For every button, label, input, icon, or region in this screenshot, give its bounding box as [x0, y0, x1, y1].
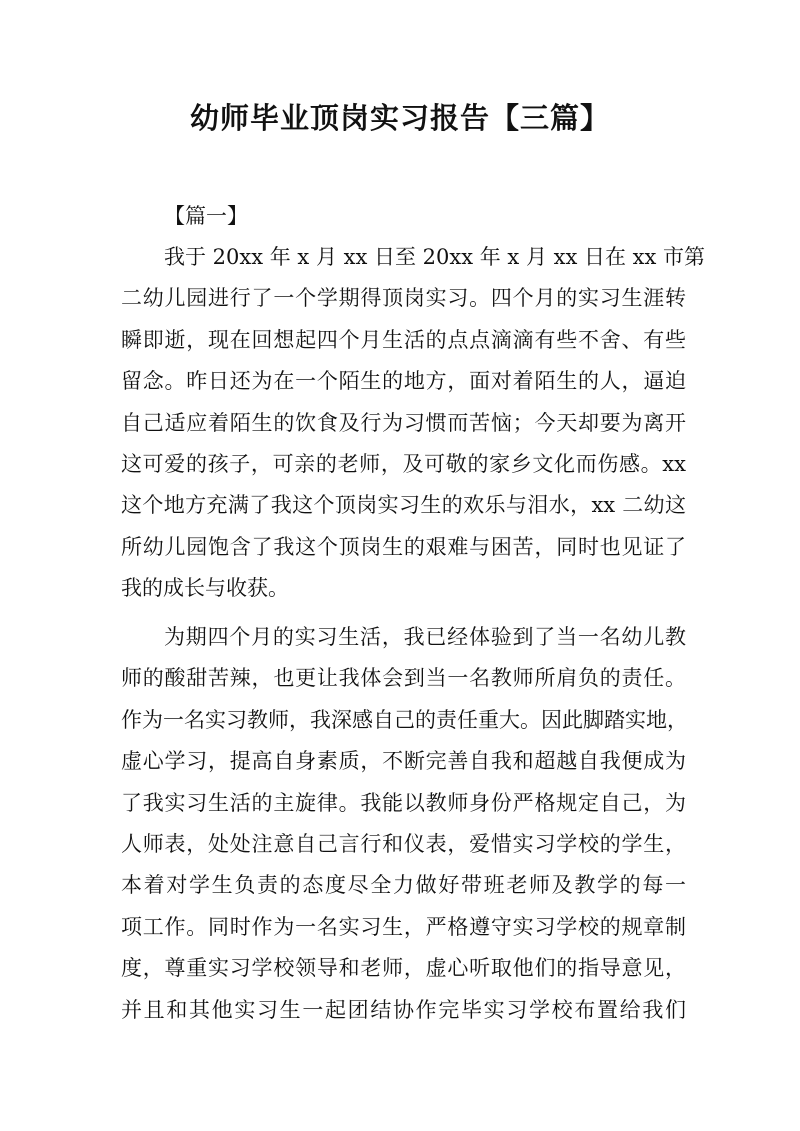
paragraph-line: 为期四个月的实习生活，我已经体验到了当一名幼儿教 [164, 625, 686, 649]
paragraph-2 [121, 617, 686, 1031]
paragraph-line: 这个地方充满了我这个顶岗实习生的欢乐与泪水，xx 二幼这 [121, 493, 686, 518]
paragraph-line: 瞬即逝，现在回想起四个月生活的点点滴滴有些不舍、有些 [121, 327, 686, 352]
paragraph-line: 项工作。同时作为一名实习生，严格遵守实习学校的规章制 [121, 914, 686, 939]
paragraph-line: 我的成长与收获。 [121, 576, 289, 601]
paragraph-line: 度，尊重实习学校领导和老师，虚心听取他们的指导意见， [121, 956, 686, 981]
paragraph-line: 本着对学生负责的态度尽全力做好带班老师及教学的每一 [121, 873, 686, 898]
paragraph-line: 了我实习生活的主旋律。我能以教师身份严格规定自己，为 [121, 790, 686, 815]
paragraph-line: 这可爱的孩子，可亲的老师，及可敬的家乡文化而伤感。xx [121, 451, 686, 476]
paragraph-line: 并且和其他实习生一起团结协作完毕实习学校布置给我们 [121, 997, 686, 1022]
paragraph-line: 留念。昨日还为在一个陌生的地方，面对着陌生的人，逼迫 [121, 369, 686, 394]
paragraph-line: 我于 20xx 年 x 月 xx 日至 20xx 年 x 月 xx 日在 xx 市第 [164, 245, 706, 269]
paragraph-line: 自己适应着陌生的饮食及行为习惯而苦恼；今天却要为离开 [121, 410, 686, 435]
paragraph-line: 师的酸甜苦辣，也更让我体会到当一名教师所肩负的责任。 [121, 666, 686, 691]
paragraph-line: 虚心学习，提高自身素质，不断完善自我和超越自我便成为 [121, 749, 686, 774]
section-heading: 【篇一】 [164, 204, 248, 228]
paragraph-line: 作为一名实习教师，我深感自己的责任重大。因此脚踏实地， [121, 707, 688, 732]
document-title: 幼师毕业顶岗实习报告【三篇】 [189, 101, 610, 135]
paragraph-line: 所幼儿园饱含了我这个顶岗生的艰难与困苦，同时也见证了 [121, 534, 686, 559]
paragraph-1 [121, 237, 706, 610]
paragraph-line: 人师表，处处注意自己言行和仪表，爱惜实习学校的学生， [121, 831, 686, 856]
paragraph-line: 二幼儿园进行了一个学期得顶岗实习。四个月的实习生涯转 [121, 286, 686, 311]
